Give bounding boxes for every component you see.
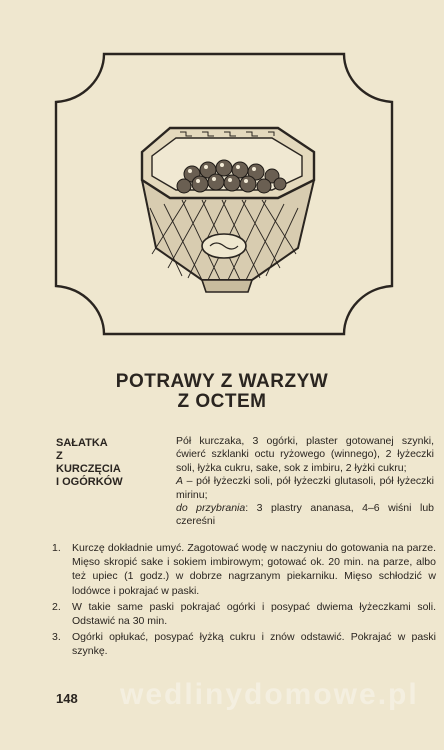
page-title-line-1: POTRAWY Z WARZYW — [115, 371, 329, 392]
ingredients-a-text: – pół łyżeczki soli, pół łyżeczki glutasoli, pół łyżeczki mirinu; — [176, 475, 434, 501]
garnish-text: : 3 plastry ananasa, 4–6 wiśni lub czereśni — [176, 502, 435, 528]
bowl-illustration — [52, 48, 396, 340]
step-number: 2. — [52, 600, 61, 613]
step-item — [52, 600, 436, 628]
step-item — [52, 541, 436, 598]
garnish-label: do przybrania — [176, 502, 246, 515]
step-number: 3. — [52, 631, 61, 644]
recipe-name-line: KURCZĘCIA — [56, 463, 121, 475]
ingredients-a-label: A — [176, 475, 184, 488]
step-text: W takie same paski pokrajać ogórki i posypać dwiema łyżeczkami soli. Odstawić na 30 min. — [72, 600, 436, 628]
garnish — [176, 502, 434, 529]
preparation-steps — [52, 541, 436, 661]
page-title-line-2: Z OCTEM — [177, 391, 267, 412]
step-item — [52, 630, 436, 658]
recipe-name-line: Z — [56, 450, 63, 462]
ingredients-main: Pół kurczaka, 3 ogórki, plaster gotowanej szynki, ćwierć szklanki octu ryżowego (winnego), 2 łyżeczki soli, łyżka cukru, sake, sok z imbiru, 2 łyżki cukru; — [176, 435, 434, 474]
step-text: Ogórki opłukać, posypać łyżką cukru i znów odstawić. Pokrajać w paski szynkę. — [72, 631, 436, 658]
ingredients-list — [176, 435, 434, 529]
recipe-name-line: I OGÓRKÓW — [56, 476, 123, 488]
recipe-name — [56, 437, 166, 489]
watermark: wedlinydomowe.pl — [120, 678, 419, 711]
ingredients-a — [176, 475, 434, 502]
recipe-name-line: SAŁATKA — [56, 437, 108, 449]
step-number: 1. — [52, 542, 61, 554]
page-number: 148 — [56, 691, 78, 706]
step-text: Kurczę dokładnie umyć. Zagotować wodę w naczyniu do gotowania na parze. Mięso skropić sake i sokiem imbirowym; gotować ok. 20 min. na parze, albo też upiec (1 godz.) w dobrze nagrzanym piekarniku. Mięso schłodzić w lodówce i pokrajać w paski. — [72, 542, 436, 597]
